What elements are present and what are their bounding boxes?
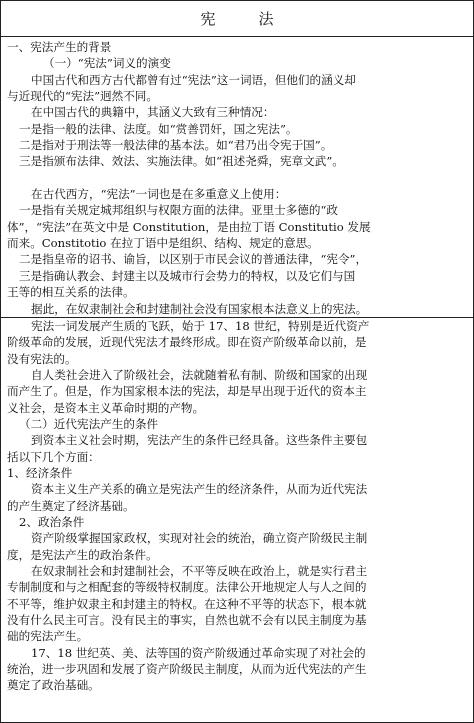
text-line: （二）近代宪法产生的条件 [19,416,159,431]
text-line: 体”，“宪法”在英文中是 Constitution，是由拉丁语 Constitutio 发展 [7,219,371,234]
text-line: 没有宪法的。 [7,351,77,366]
text-line: 17、18 世纪英、美、法等国的资产阶级通过革命实现了对社会的 [31,645,366,660]
text-line: 一是指一般的法律、法度。如“赏善罚奸，国之宪法”。 [19,121,298,136]
text-line: 自人类社会进入了阶级社会，法就随着私有制、阶级和国家的出现 [31,367,368,382]
text-line: 据此，在奴隶制社会和封建制社会没有国家根本法意义上的宪法。 [31,301,368,316]
text-line: 宪法一词发展产生质的飞跃，始于 17、18 世纪，特别是近代资产 [31,318,370,333]
text-line: 奠定了政治基础。 [7,678,100,693]
text-line: 不平等，维护奴隶主和封建主的特权。在这种不平等的状态下，根本就 [7,596,367,611]
blank-line [7,170,467,186]
text-line: 三是指确认教会、封建主以及城市行会势力的特权，以及它们与国 [19,268,356,283]
text-line: 2、政治条件 [19,514,85,529]
text-line: 与近现代的“宪法”迥然不同。 [7,89,158,104]
text-line: 1、经济条件 [7,465,73,480]
text-line: 的产生奠定了经济基础。 [7,498,135,513]
text-line: 二是指皇帝的诏书、谕旨，以区别于市民会议的普通法律，“宪令”， [19,252,368,267]
text-line: 一、宪法产生的背景 [7,40,112,54]
text-line: 统治，进一步巩固和发展了资产阶级民主制度，从而为近代宪法的产生 [7,662,367,677]
text-line: 而来。Constitotio 在拉丁语中是组织、结构、规定的意思。 [7,236,319,251]
text-line: 没有什么民主可言。没有民主的事实，自然也就不会有以民主制度为基 [7,613,367,628]
title-row [1,1,473,37]
text-line: 专制制度和与之相配套的等级特权制度。法律公开地规定人与人之间的 [7,580,367,595]
text-line: 括以下几个方面： [7,449,100,464]
text-line: 资产阶级掌握国家政权，实现对社会的统治，确立资产阶级民主制 [31,531,368,546]
text-line: 一是指有关规定城邦组织与权限方面的法律。亚里士多德的“政 [19,203,338,218]
text-line: 三是指颁布法律、效法、实施法律。如“祖述尧舜，宪章文武”。 [19,154,344,169]
text-line: 阶级革命的发展，近现代宪法才最终形成。即在资产阶级革命以前，是 [7,335,367,350]
document-body [1,37,473,694]
text-line: 中国古代和西方古代都曾有过“宪法”这一词语，但他们的涵义却 [31,72,356,87]
text-line: 到资本主义社会时期，宪法产生的条件已经具备。这些条件主要包 [31,433,368,448]
text-line: 而产生了。但是，作为国家根本法的宪法，却是早出现于近代的资本主 [7,384,367,399]
text-line: 义社会，是资本主义革命时期的产物。 [7,400,205,415]
text-line: 二是指对于刑法等一般法律的基本法。如“君乃出令宪于国”。 [19,138,333,153]
page-title: 宪 法 [200,10,288,28]
text-line: 王等的相互关系的法律。 [7,285,135,300]
text-line: 资本主义生产关系的确立是宪法产生的经济条件，从而为近代宪法 [31,482,368,497]
text-line: 在奴隶制社会和封建制社会，不平等反映在政治上，就是实行君主 [31,564,368,578]
text-line: 在中国古代的典籍中，其涵义大致有三种情况： [31,105,275,120]
text-line: 在古代西方，“宪法”一词也是在多重意义上使用： [31,187,287,202]
text-line: （一）“宪法”词义的演变 [43,56,171,71]
text-line: 础的宪法产生。 [7,629,89,644]
text-line: 度，是宪法产生的政治条件。 [7,547,158,562]
